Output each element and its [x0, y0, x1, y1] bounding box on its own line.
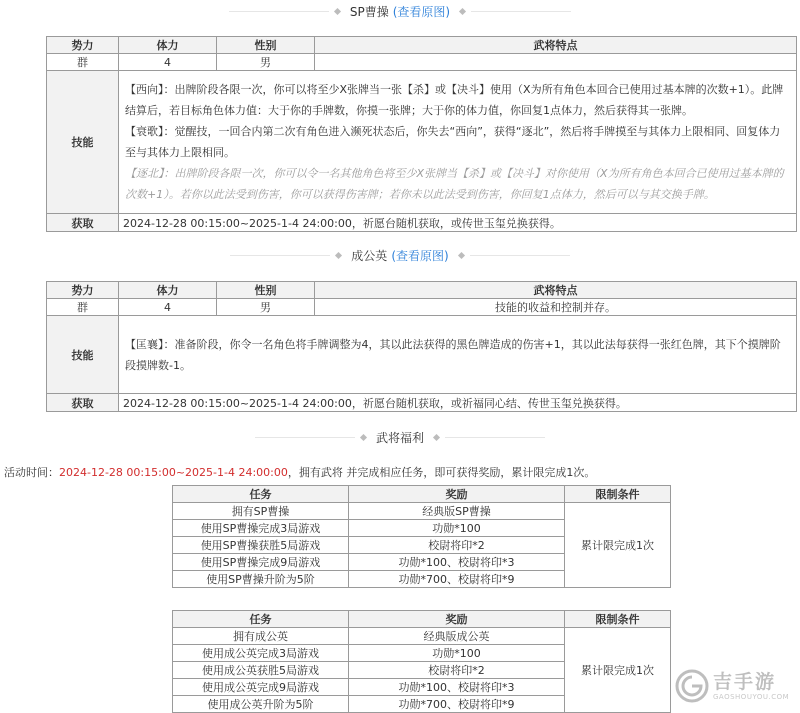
skills-description: [119, 71, 797, 214]
reward-cell: 功勋*100、校尉将印*3: [349, 554, 565, 571]
traits-value: 技能的收益和控制并存。: [315, 299, 797, 316]
reward-cell: 校尉将印*2: [349, 662, 565, 679]
obtain-value: 2024-12-28 00:15:00~2025-1-4 24:00:00，祈愿台随机获取，或祈福同心结、传世玉玺兑换获得。: [119, 394, 797, 412]
header-reward: 奖励: [349, 611, 565, 628]
reward-cell: 经典版SP曹操: [349, 503, 565, 520]
section-title-sp-caocao: [0, 1, 800, 21]
view-original-link[interactable]: (查看原图): [391, 248, 449, 263]
section-title-welfare: [0, 427, 800, 447]
header-faction: 势力: [47, 282, 119, 299]
task-cell: 使用SP曹操完成9局游戏: [173, 554, 349, 571]
reward-cell: 功勋*100: [349, 520, 565, 537]
header-hp: 体力: [119, 282, 217, 299]
activity-label: 活动时间：: [4, 466, 59, 479]
reward-cell: 功勋*100: [349, 645, 565, 662]
faction-value: 群: [47, 54, 119, 71]
diamond-icon: [360, 433, 367, 440]
header-gender: 性别: [217, 282, 315, 299]
hp-value: 4: [119, 54, 217, 71]
diamond-icon: [334, 7, 341, 14]
header-task: 任务: [173, 611, 349, 628]
section-title-text: SP曹操: [349, 4, 389, 19]
reward-table-cheng-gongying: [172, 610, 671, 713]
task-cell: 使用成公英获胜5局游戏: [173, 662, 349, 679]
section-title-cheng-gongying: [0, 245, 800, 265]
gender-value: 男: [217, 54, 315, 71]
diamond-icon: [335, 251, 342, 258]
task-cell: 使用SP曹操升阶为5阶: [173, 571, 349, 588]
task-cell: 使用成公英完成3局游戏: [173, 645, 349, 662]
task-cell: 使用成公英完成9局游戏: [173, 679, 349, 696]
section-title-text: 武将福利: [375, 430, 424, 445]
task-cell: 拥有成公英: [173, 628, 349, 645]
reward-cell: 功勋*100、校尉将印*3: [349, 679, 565, 696]
reward-cell: 校尉将印*2: [349, 537, 565, 554]
watermark-url: GAOSHOUYOU.COM: [713, 693, 790, 701]
gender-value: 男: [217, 299, 315, 316]
activity-description: ，拥有武将 并完成相应任务，即可获得奖励，累计限完成1次。: [287, 466, 596, 479]
header-limit: 限制条件: [565, 486, 671, 503]
limit-cell: 累计限完成1次: [565, 628, 671, 713]
header-task: 任务: [173, 486, 349, 503]
header-traits: 武将特点: [315, 282, 797, 299]
skills-label: 技能: [47, 71, 119, 214]
activity-time: [4, 464, 595, 480]
watermark: [674, 664, 798, 708]
hero-table-cheng-gongying: [46, 281, 797, 412]
view-original-link[interactable]: (查看原图): [392, 4, 451, 19]
watermark-brand: 吉手游: [713, 671, 777, 693]
task-cell: 使用SP曹操完成3局游戏: [173, 520, 349, 537]
header-traits: 武将特点: [315, 37, 797, 54]
reward-cell: 功勋*700、校尉将印*9: [349, 571, 565, 588]
header-gender: 性别: [217, 37, 315, 54]
activity-date: 2024-12-28 00:15:00~2025-1-4 24:00:00: [59, 466, 288, 479]
reward-cell: 经典版成公英: [349, 628, 565, 645]
header-limit: 限制条件: [565, 611, 671, 628]
skill-zhubei: 【逐北】：出牌阶段各限一次，你可以令一名其他角色将至少X张牌当【杀】或【决斗】对你使用（X为所有角色本回合已使用过基本牌的次数+1）。若你以此法受到伤害，你可以获得伤害牌；若你未以此法受到伤害，你回复1点体力，然后可以与其交换手牌。: [125, 167, 784, 201]
skills-description: [119, 316, 797, 394]
diamond-icon: [458, 251, 465, 258]
skill-xixiang: 【西向】：出牌阶段各限一次，你可以将至少X张牌当一张【杀】或【决斗】使用（X为所有角色本回合已使用过基本牌的次数+1）。此牌结算后，若目标角色体力值：大于你的手牌数，你摸一张牌；大于你的体力值，你回复1点体力，然后获得其一张牌。: [125, 83, 784, 117]
skills-label: 技能: [47, 316, 119, 394]
diamond-icon: [459, 7, 466, 14]
diamond-icon: [433, 433, 440, 440]
faction-value: 群: [47, 299, 119, 316]
reward-cell: 功勋*700、校尉将印*9: [349, 696, 565, 713]
task-cell: 使用成公英升阶为5阶: [173, 696, 349, 713]
gamepad-logo-icon: [674, 668, 710, 704]
hp-value: 4: [119, 299, 217, 316]
hero-table-sp-caocao: [46, 36, 797, 232]
task-cell: 拥有SP曹操: [173, 503, 349, 520]
reward-table-sp-caocao: [172, 485, 671, 588]
obtain-label: 获取: [47, 214, 119, 232]
header-hp: 体力: [119, 37, 217, 54]
skill-shuaige: 【衰歌】：觉醒技，一回合内第二次有角色进入濒死状态后，你失去“西向”，获得“逐北”，然后将手牌摸至与其体力上限相同、回复体力至与其体力上限相同。: [125, 125, 781, 159]
section-title-text: 成公英: [351, 248, 388, 263]
task-cell: 使用SP曹操获胜5局游戏: [173, 537, 349, 554]
header-faction: 势力: [47, 37, 119, 54]
limit-cell: 累计限完成1次: [565, 503, 671, 588]
traits-value: [315, 54, 797, 71]
skill-kuangxiang: 【匡襄】：准备阶段，你令一名角色将手牌调整为4，其以此法获得的黑色牌造成的伤害+1，其以此法每获得一张红色牌，其下个摸牌阶段摸牌数-1。: [125, 337, 781, 372]
obtain-label: 获取: [47, 394, 119, 412]
header-reward: 奖励: [349, 486, 565, 503]
obtain-value: 2024-12-28 00:15:00~2025-1-4 24:00:00，祈愿台随机获取，或传世玉玺兑换获得。: [119, 214, 797, 232]
